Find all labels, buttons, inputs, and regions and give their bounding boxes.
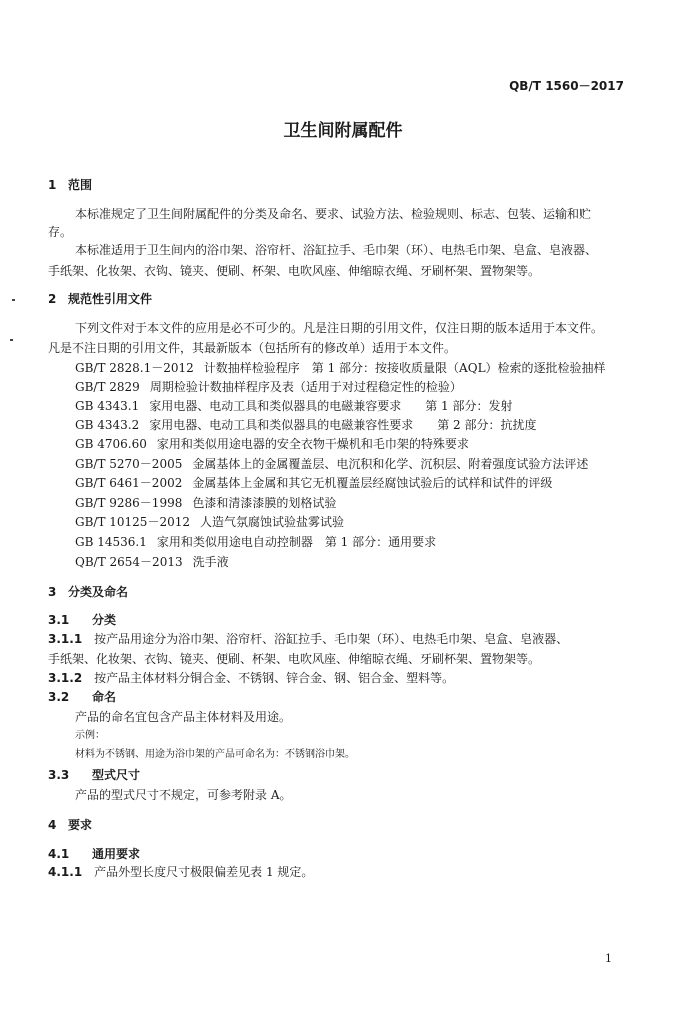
subsection-heading (48, 848, 140, 860)
reference-title: 洗手液 (192, 555, 229, 569)
subsection-number: 3.2 (48, 690, 70, 704)
clause-text: 按产品主体材料分铜合金、不锈钢、锌合金、钢、铝合金、塑料等。 (94, 671, 455, 685)
reference-item (75, 516, 344, 528)
reference-title: 家用电器、电动工具和类似器具的电磁兼容性要求 第 2 部分：抗扰度 (149, 418, 537, 432)
reference-item (75, 438, 469, 450)
subsection-title: 型式尺寸 (92, 768, 141, 782)
clause-number: 3.1.1 (48, 632, 83, 646)
subsection-heading (48, 691, 116, 703)
document-title: 卫生间附属配件 (283, 121, 403, 141)
example-text: 材料为不锈钢、用途为浴巾架的产品可命名为：不锈钢浴巾架。 (75, 749, 355, 760)
reference-code: GB 4706.60 (75, 437, 147, 451)
reference-title: 色漆和清漆漆膜的划格试验 (192, 496, 337, 510)
section-title: 分类及命名 (68, 585, 129, 599)
clause-text: 按产品用途分为浴巾架、浴帘杆、浴缸拉手、毛巾架（环）、电热毛巾架、皂盒、皂液器、 (94, 632, 569, 646)
reference-code: GB/T 5270－2005 (75, 457, 183, 471)
reference-item (75, 556, 229, 568)
paragraph: 存。 (48, 225, 73, 239)
reference-title: 金属基体上的金属覆盖层、电沉积和化学、沉积层、附着强度试验方法评述 (192, 457, 589, 471)
clause (48, 672, 454, 684)
subsection-title: 通用要求 (92, 847, 141, 861)
paragraph: 产品的命名宜包含产品主体材料及用途。 (75, 710, 292, 724)
reference-code: GB 4343.2 (75, 418, 140, 432)
subsection-number: 4.1 (48, 847, 70, 861)
paragraph: 手纸架、化妆架、衣钩、镜夹、便刷、杯架、电吹风座、伸缩晾衣绳、牙刷杯架、置物架等。 (48, 652, 541, 666)
reference-title: 家用和类似用途电自动控制器 第 1 部分：通用要求 (156, 535, 437, 549)
section-1-heading (48, 179, 92, 191)
reference-title: 周期检验计数抽样程序及表（适用于对过程稳定性的检验） (149, 380, 462, 394)
reference-item (75, 477, 552, 489)
scan-mark (12, 299, 15, 301)
section-number: 1 (48, 178, 57, 192)
reference-code: GB/T 2828.1－2012 (75, 361, 194, 375)
section-2-heading (48, 293, 152, 305)
section-number: 3 (48, 585, 57, 599)
section-title: 范围 (68, 178, 93, 192)
paragraph: 凡是不注日期的引用文件，其最新版本（包括所有的修改单）适用于本文件。 (48, 341, 457, 355)
reference-item (75, 458, 588, 470)
reference-code: GB/T 9286－1998 (75, 496, 183, 510)
section-number: 2 (48, 292, 57, 306)
reference-code: GB/T 6461－2002 (75, 476, 183, 490)
clause (48, 633, 568, 645)
reference-title: 人造气氛腐蚀试验盐雾试验 (199, 515, 344, 529)
subsection-title: 分类 (92, 613, 117, 627)
subsection-heading (48, 769, 140, 781)
clause (48, 866, 313, 878)
page-number: 1 (605, 952, 612, 965)
reference-title: 金属基体上金属和其它无机覆盖层经腐蚀试验后的试样和试件的评级 (192, 476, 553, 490)
section-3-heading (48, 586, 128, 598)
paragraph: 手纸架、化妆架、衣钩、镜夹、便刷、杯架、电吹风座、伸缩晾衣绳、牙刷杯架、置物架等。 (48, 264, 541, 278)
reference-item (75, 400, 513, 412)
section-title: 规范性引用文件 (68, 292, 153, 306)
subsection-title: 命名 (92, 690, 117, 704)
reference-code: GB 14536.1 (75, 535, 147, 549)
paragraph: 产品的型式尺寸不规定，可参考附录 A。 (75, 788, 292, 802)
section-number: 4 (48, 818, 57, 832)
reference-code: GB 4343.1 (75, 399, 140, 413)
standard-code: QB/T 1560－2017 (509, 79, 624, 93)
example-label: 示例： (75, 730, 105, 741)
reference-item (75, 497, 336, 509)
section-title: 要求 (68, 818, 93, 832)
reference-title: 家用电器、电动工具和类似器具的电磁兼容要求 第 1 部分：发射 (149, 399, 513, 413)
paragraph: 本标准适用于卫生间内的浴巾架、浴帘杆、浴缸拉手、毛巾架（环）、电热毛巾架、皂盒、皂液器、 (75, 243, 598, 257)
subsection-heading (48, 614, 116, 626)
section-4-heading (48, 819, 92, 831)
reference-item (75, 536, 436, 548)
reference-title: 计数抽样检验程序 第 1 部分：按接收质量限（AQL）检索的逐批检验抽样 (203, 361, 606, 375)
subsection-number: 3.3 (48, 768, 70, 782)
reference-code: GB/T 10125－2012 (75, 515, 190, 529)
reference-title: 家用和类似用途电器的安全衣物干燥机和毛巾架的特殊要求 (156, 437, 469, 451)
scan-mark (10, 339, 13, 341)
paragraph: 下列文件对于本文件的应用是必不可少的。凡是注日期的引用文件，仅注日期的版本适用于本文件。 (75, 321, 604, 335)
clause-text: 产品外型长度尺寸极限偏差见表 1 规定。 (94, 865, 314, 879)
reference-item (75, 362, 606, 374)
reference-item (75, 419, 537, 431)
reference-item (75, 381, 462, 393)
reference-code: GB/T 2829 (75, 380, 140, 394)
reference-code: QB/T 2654－2013 (75, 555, 183, 569)
subsection-number: 3.1 (48, 613, 70, 627)
clause-number: 4.1.1 (48, 865, 83, 879)
paragraph: 本标准规定了卫生间附属配件的分类及命名、要求、试验方法、检验规则、标志、包装、运输和贮 (75, 207, 592, 221)
clause-number: 3.1.2 (48, 671, 83, 685)
